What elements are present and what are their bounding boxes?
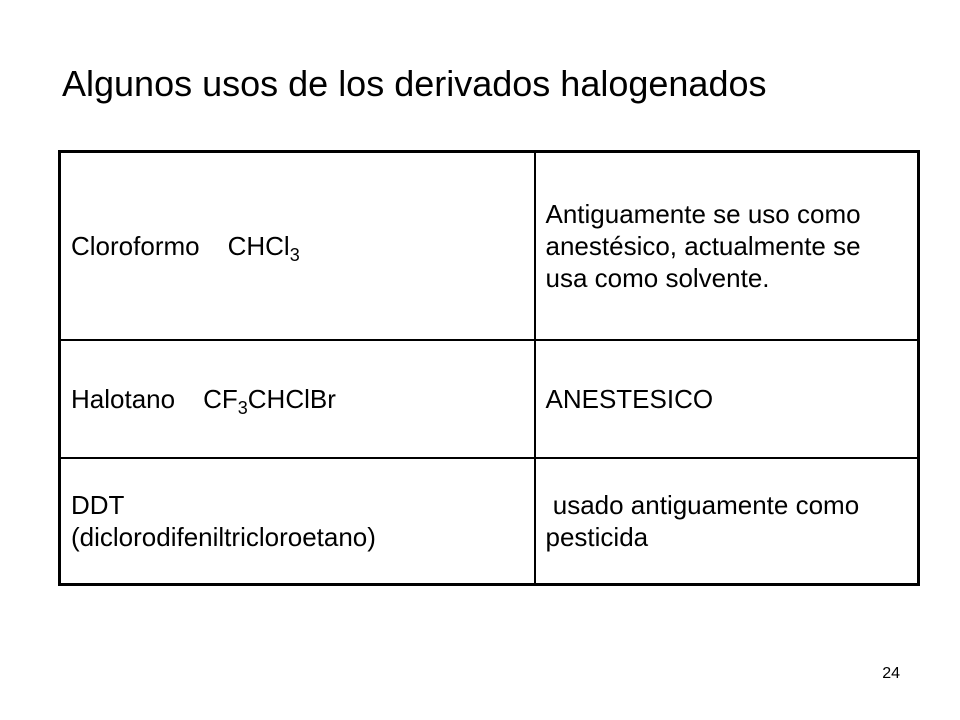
use-cell: Antiguamente se uso como anestésico, actualmente se usa como solvente. [535,152,919,341]
compound-cell [60,152,535,341]
table-row [60,152,919,341]
compound-name: DDT [71,489,125,520]
uses-table [58,150,920,586]
compound-formula: CHCl$_3$ [227,230,300,265]
slide-title: Algunos usos de los derivados halogenados [62,63,767,104]
compound-name: Halotano [71,383,176,414]
use-cell: usado antiguamente como pesticida [535,458,919,585]
compound-fullname: (diclorodifeniltricloroetano) [71,522,376,552]
use-cell: ANESTESICO [535,340,919,458]
page-number: 24 [882,665,900,682]
table-row [60,340,919,458]
compound-cell [60,340,535,458]
compound-name: Cloroformo [71,230,200,261]
compound-cell [60,458,535,585]
compound-formula: $CF_3CHClBr$ [203,383,336,418]
table-row [60,458,919,585]
